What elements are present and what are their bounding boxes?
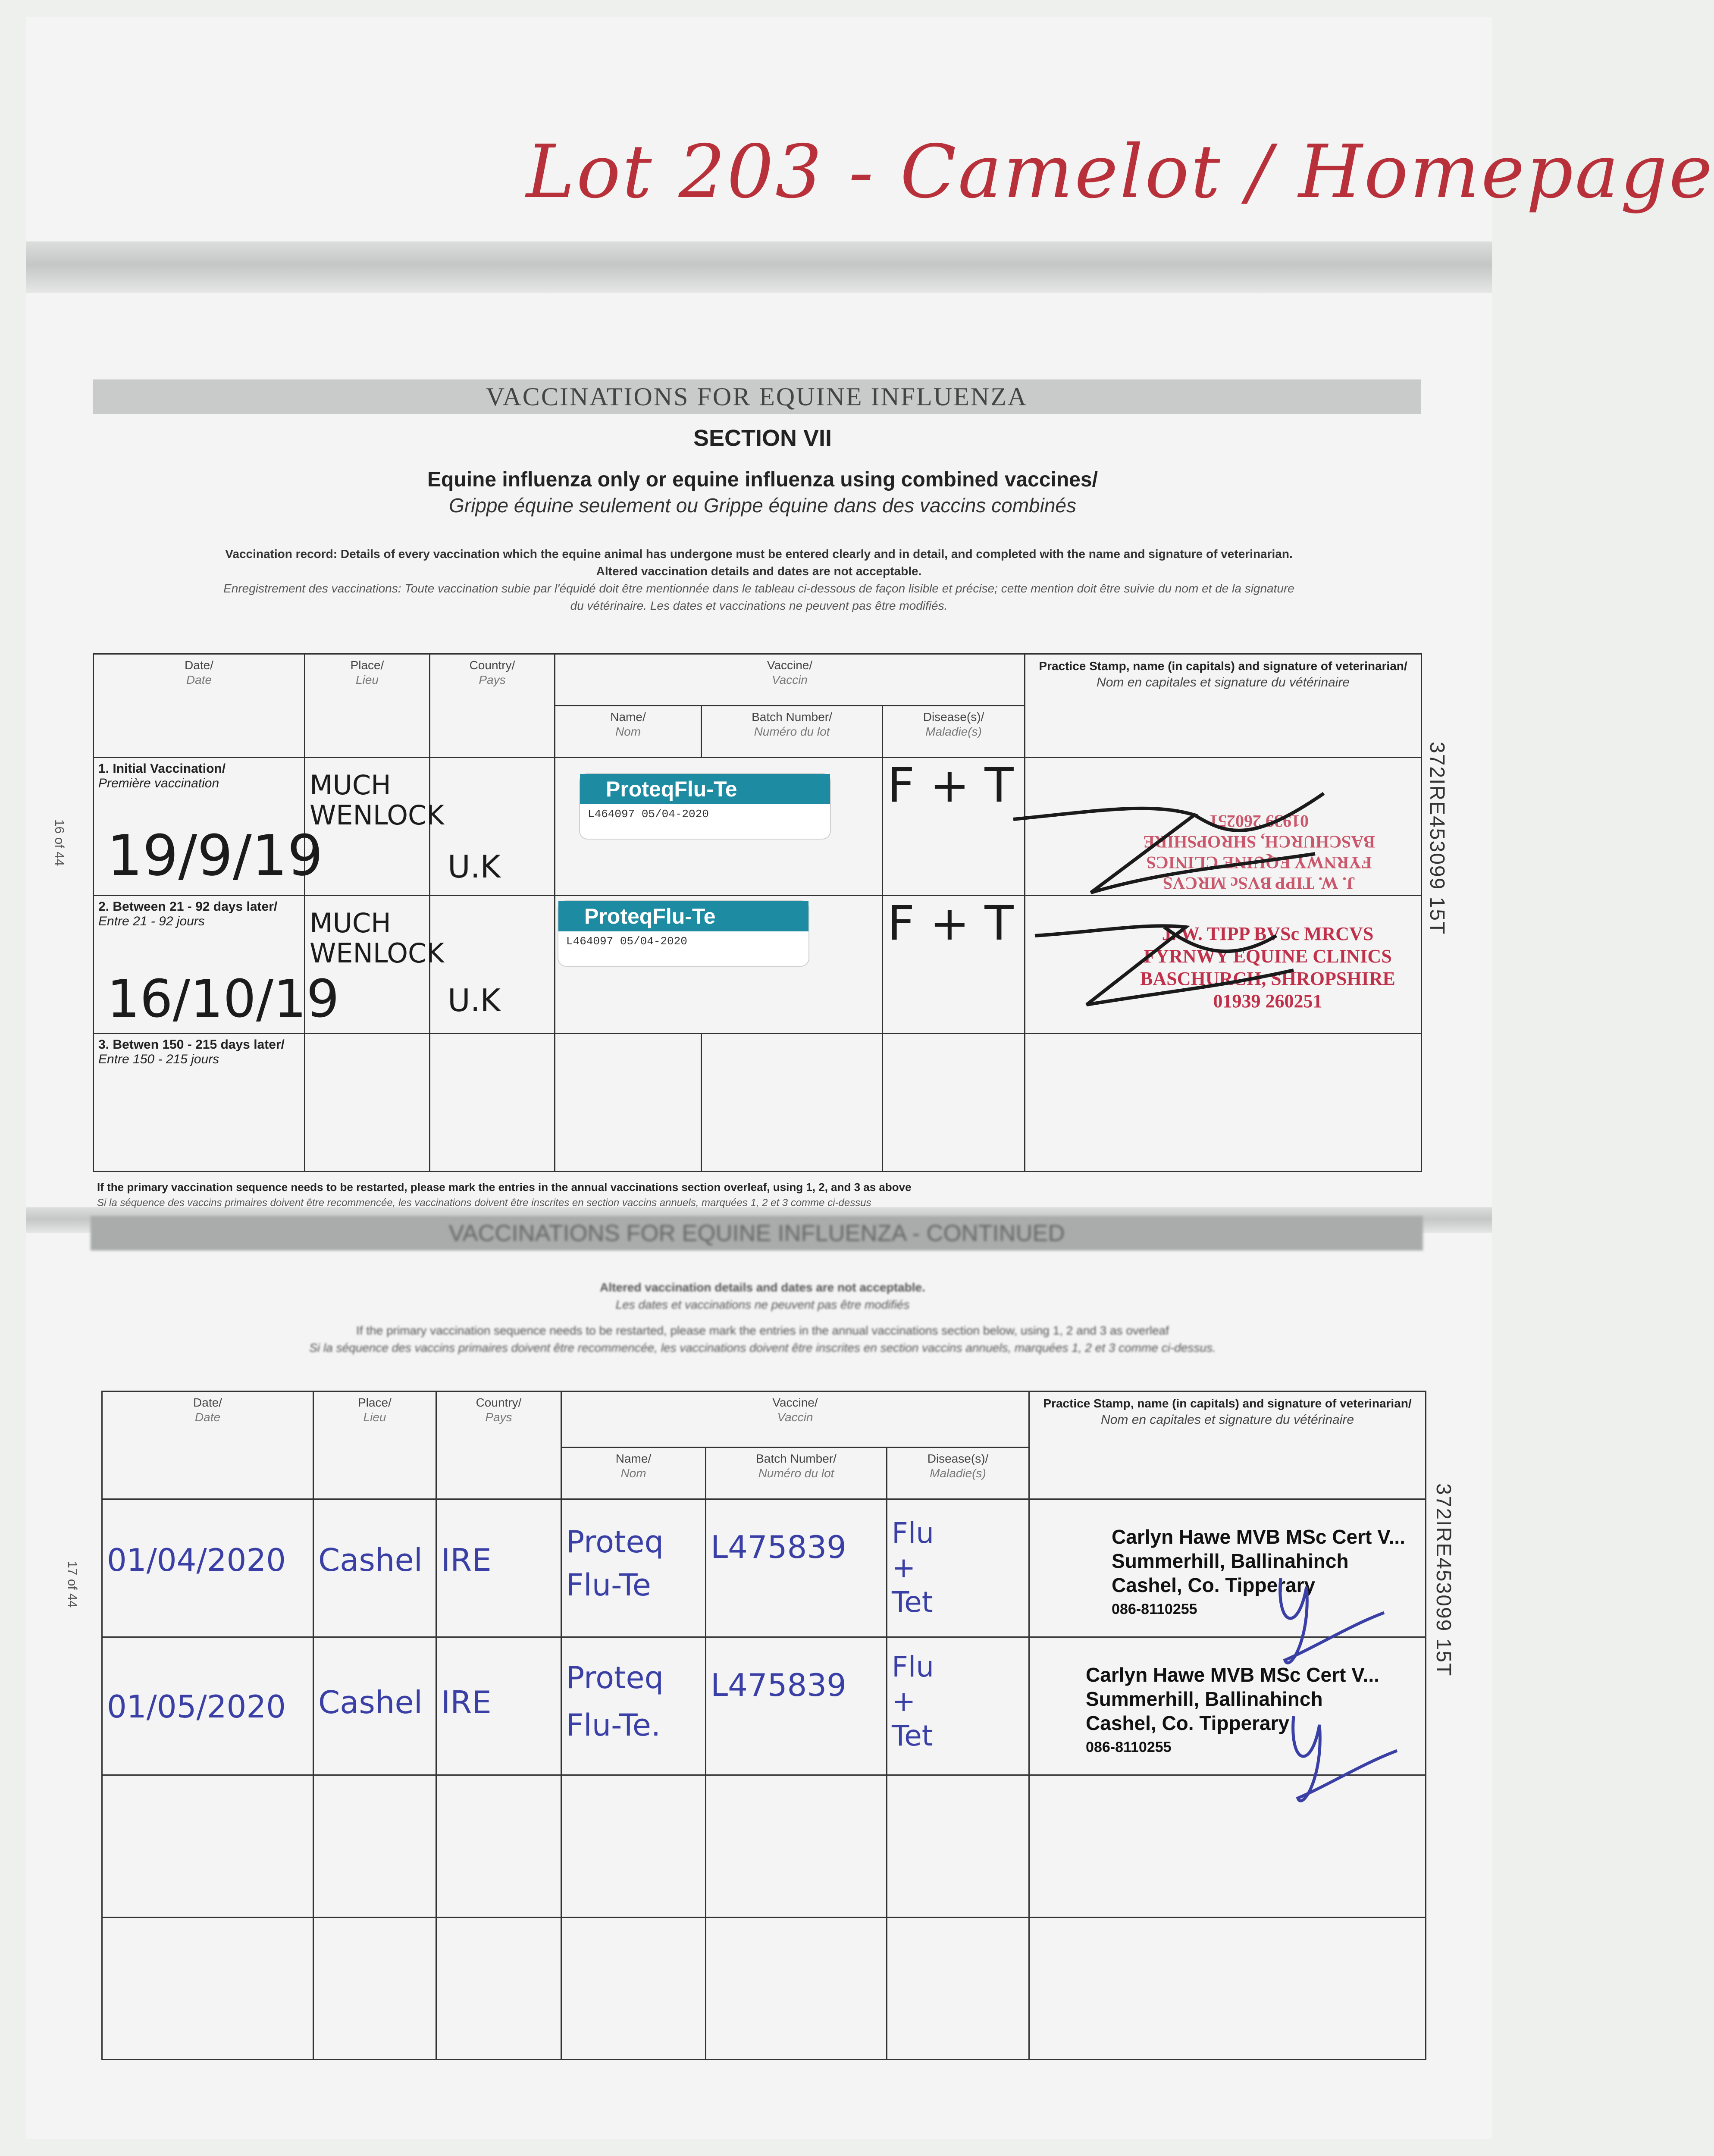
handwritten-place: Cashel	[318, 1684, 423, 1720]
vaccine-lot: L464097 05/04-2020	[566, 935, 687, 948]
header-date: Date/ Date	[94, 654, 305, 758]
side-identifier: 372IRE453099 15T	[1426, 742, 1448, 935]
header-vaccine-name: Name/ Nom	[555, 706, 702, 758]
continued-altered-en: Altered vaccination details and dates are not acceptable.	[600, 1281, 925, 1294]
header-vaccine: Vaccine/ Vaccin	[555, 654, 1025, 706]
handwritten-country: IRE	[441, 1542, 492, 1578]
vaccine-lot: L464097 05/04-2020	[588, 808, 709, 821]
subtitle-en: Equine influenza only or equine influenza using combined vaccines/	[427, 468, 1098, 491]
row-place-cell	[305, 896, 444, 1034]
row-date-cell: 1. Initial Vaccination/ Première vaccination 19/9/19	[94, 758, 305, 896]
row-country-cell	[430, 896, 555, 1034]
handwritten-date: 01/05/2020	[107, 1689, 286, 1725]
continued-banner: VACCINATIONS FOR EQUINE INFLUENZA - CONTINUED	[91, 1216, 1423, 1250]
header-country: Country/ Pays	[436, 1391, 561, 1499]
vet-stamp: Carlyn Hawe MVB MSc Cert V... Summerhill, Ballinahinch Cashel, Co. Tipperary 086-8110255	[1112, 1526, 1405, 1617]
handwritten-disease: F + T	[887, 896, 1014, 951]
section-banner: VACCINATIONS FOR EQUINE INFLUENZA	[93, 379, 1421, 414]
section-title: SECTION VII	[693, 425, 832, 451]
handwritten-disease: F + T	[887, 758, 1014, 813]
handwritten-disease: Flu + Tet	[892, 1517, 934, 1619]
side-identifier: 372IRE453099 15T	[1432, 1483, 1455, 1677]
handwritten-disease: Flu + Tet	[892, 1650, 934, 1752]
handwritten-country: U.K	[448, 982, 501, 1018]
vet-signature	[1272, 1561, 1401, 1682]
header-batch-number: Batch Number/ Numéro du lot	[702, 706, 883, 758]
table-row	[94, 1034, 1422, 1172]
table-row	[102, 1918, 1426, 2060]
table-row	[102, 1775, 1426, 1918]
restart-note-fr: Si la séquence des vaccins primaires doivent être recommencée, les vaccinations doivent être inscrites en section vaccins annuels, marquées 1, 2 et 3 comme ci-dessus	[97, 1197, 871, 1209]
header-vaccine: Vaccine/ Vaccin	[561, 1391, 1029, 1448]
handwritten-place: MUCH WENLOCK	[310, 769, 444, 831]
row-country-cell	[430, 758, 555, 896]
handwritten-vaccine-name: Proteq Flu-Te	[566, 1524, 664, 1603]
table-row	[102, 1637, 1426, 1775]
header-disease: Disease(s)/ Maladie(s)	[883, 706, 1025, 758]
handwritten-place: Cashel	[318, 1542, 423, 1578]
vet-signature	[1035, 918, 1380, 1048]
header-practice-stamp: Practice Stamp, name (in capitals) and signature of veterinarian/ Nom en capitales et signature du vétérinaire	[1025, 654, 1422, 758]
vet-stamp: J. W. TIPP BVSc MRCVS FYRNWY EQUINE CLINICS BASCHURCH, SHROPSHIRE 01939 260251	[1140, 923, 1395, 1012]
header-practice-stamp: Practice Stamp, name (in capitals) and signature of veterinarian/ Nom en capitales et signature du vétérinaire	[1029, 1391, 1426, 1499]
header-disease: Disease(s)/ Maladie(s)	[887, 1448, 1029, 1499]
header-country: Country/ Pays	[430, 654, 555, 758]
continued-altered-fr: Les dates et vaccinations ne peuvent pas être modifiés	[615, 1298, 910, 1311]
continued-restart-fr: Si la séquence des vaccins primaires doivent être recommencée, les vaccinations doivent être inscrites en section vaccins annuels, marquées 1, 2 et 3 comme ci-dessus.	[309, 1341, 1216, 1354]
table-row	[102, 1499, 1426, 1637]
row-place-cell	[305, 758, 444, 896]
handwritten-lot-note: Lot 203 - Camelot / Homepage	[526, 129, 1714, 215]
handwritten-vaccine-name: Proteq Flu-Te.	[566, 1660, 664, 1743]
page-number: 17 of 44	[65, 1561, 79, 1608]
record-instruction-fr: Enregistrement des vaccinations: Toute vaccination subie par l'équidé doit être mentionnée dans le tableau ci-dessous de façon lisible et précise; cette mention doit être suivie du nom et de la signature	[223, 582, 1294, 595]
header-place: Place/ Lieu	[305, 654, 430, 758]
record-instruction-en-2: Altered vaccination details and dates are not acceptable.	[596, 564, 922, 578]
vet-stamp: Carlyn Hawe MVB MSc Cert V... Summerhill, Ballinahinch Cashel, Co. Tipperary 086-8110255	[1086, 1664, 1379, 1755]
vaccine-brand: ProteqFlu-Te	[580, 774, 830, 804]
handwritten-place: MUCH WENLOCK	[310, 907, 444, 969]
handwritten-country: U.K	[448, 849, 501, 885]
vaccine-label-sticker	[580, 774, 830, 839]
header-date: Date/ Date	[102, 1391, 313, 1499]
subtitle-fr: Grippe équine seulement ou Grippe équine dans des vaccins combinés	[449, 494, 1076, 517]
page-fold-top	[26, 241, 1492, 293]
row-date-cell: 2. Between 21 - 92 days later/ Entre 21 - 92 jours 16/10/19	[94, 896, 305, 1034]
record-instruction-fr-2: du vétérinaire. Les dates et vaccinations ne peuvent pas être modifiés.	[570, 599, 948, 612]
header-batch-number: Batch Number/ Numéro du lot	[706, 1448, 887, 1499]
continued-restart-en: If the primary vaccination sequence needs to be restarted, please mark the entries in the annual vaccinations section below, using 1, 2 and 3 as overleaf	[356, 1324, 1169, 1337]
row-date-cell: 3. Betwen 150 - 215 days later/ Entre 150 - 215 jours	[94, 1034, 305, 1172]
vaccine-label-sticker	[558, 901, 808, 966]
vet-stamp-upside-down: J. W. TIPP BVSc MRCVS FYRNWY EQUINE CLINICS BASCHURCH, SHROPSHIRE 01939 260251	[1143, 812, 1375, 893]
restart-note-en: If the primary vaccination sequence needs to be restarted, please mark the entries in the annual vaccinations section overleaf, using 1, 2, and 3 as above	[97, 1181, 912, 1194]
row-disease-cell	[883, 896, 1025, 1034]
handwritten-date: 19/9/19	[107, 823, 323, 888]
handwritten-batch: L475839	[711, 1667, 846, 1703]
header-place: Place/ Lieu	[313, 1391, 436, 1499]
handwritten-country: IRE	[441, 1684, 492, 1720]
vaccine-brand: ProteqFlu-Te	[558, 901, 808, 931]
vet-signature	[1285, 1699, 1414, 1820]
handwritten-date: 16/10/19	[107, 969, 339, 1029]
record-instruction-en: Vaccination record: Details of every vaccination which the equine animal has undergone must be entered clearly and in detail, and completed with the name and signature of veterinarian.	[225, 547, 1293, 561]
row-disease-cell	[883, 758, 1025, 896]
header-vaccine-name: Name/ Nom	[561, 1448, 706, 1499]
handwritten-date: 01/04/2020	[107, 1542, 286, 1578]
handwritten-batch: L475839	[711, 1529, 846, 1565]
annual-vaccination-table	[101, 1391, 1426, 2060]
vet-signature	[1013, 785, 1358, 914]
page-number: 16 of 44	[52, 819, 66, 866]
